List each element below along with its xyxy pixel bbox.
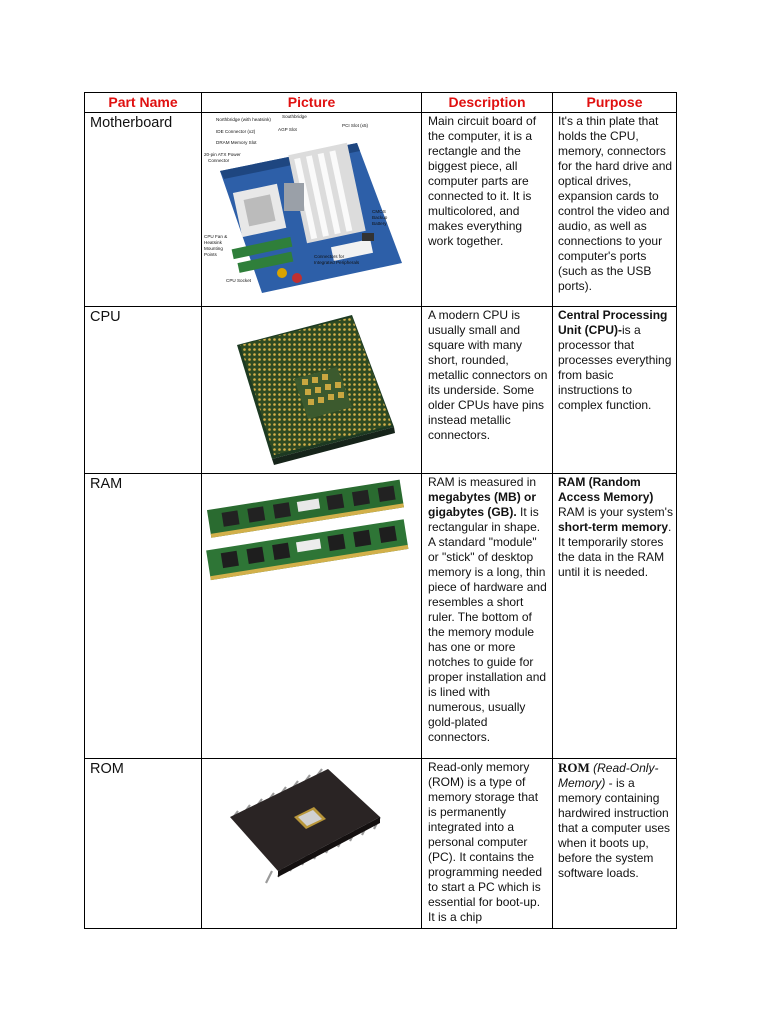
label-ide: IDE Connector (x2) (216, 129, 256, 134)
description-ram-text: It is rectangular in shape. A standard "module" or "stick" of desktop memory is a long, thin piece of hardware and resembles a short ruler. The bottom of the memory module has one or more notches to guide for proper installation and is lined with numerous, usually gold-plated connectors. (428, 505, 547, 744)
purpose-rom (553, 759, 677, 929)
part-name-cpu: CPU (85, 307, 202, 474)
label-atx-1: 20-pin ATX Power (204, 152, 241, 157)
purpose-ram-term: RAM (Random Access Memory) (558, 475, 654, 504)
picture-ram (202, 474, 422, 759)
label-dram: DRAM Memory Slot (216, 140, 257, 145)
header-part-name: Part Name (85, 93, 202, 113)
description-ram (422, 474, 553, 759)
header-picture: Picture (202, 93, 422, 113)
label-fan-1: CPU Fan & (204, 234, 228, 239)
purpose-rom-expansion: (Read-Only-Memory) (558, 761, 659, 790)
description-motherboard: Main circuit board of the computer, it is a rectangle and the biggest piece, all computer parts are connected to it. It is multicolored, and makes everything work together. (422, 113, 553, 307)
table-row (85, 113, 677, 307)
purpose-ram-text-1: RAM is your system's (558, 505, 673, 519)
purpose-ram (553, 474, 677, 759)
part-name-rom: ROM (85, 759, 202, 929)
description-cpu: A modern CPU is usually small and square with many short, rounded, metallic connectors on its underside. Some older CPUs have pins instead metallic connectors. (422, 307, 553, 474)
picture-rom (202, 759, 422, 929)
label-cmos-2: Backup (372, 215, 388, 220)
picture-cpu (202, 307, 422, 474)
computer-parts-table (84, 92, 677, 929)
label-fan-4: Points (204, 252, 217, 257)
label-southbridge: Southbridge (282, 114, 307, 119)
header-purpose: Purpose (553, 93, 677, 113)
description-ram-units: megabytes (MB) or gigabytes (GB). (428, 490, 537, 519)
purpose-cpu (553, 307, 677, 474)
motherboard-image (202, 113, 421, 306)
header-row (85, 93, 677, 113)
purpose-motherboard: It's a thin plate that holds the CPU, memory, connectors for the hard drive and optical drives, expansion cards to control the video and audio, as well as connections to your computer's ports (such as the USB ports). (553, 113, 677, 307)
purpose-cpu-term: Central Processing Unit (CPU)- (558, 308, 668, 337)
purpose-rom-term: ROM (558, 760, 590, 775)
picture-motherboard (202, 113, 422, 307)
table-row (85, 307, 677, 474)
purpose-cpu-text: is a processor that processes everything from basic instructions to complex function. (558, 323, 672, 412)
label-northbridge: Northbridge (with heatsink) (216, 117, 271, 122)
label-pci: PCI Slot (x5) (342, 123, 369, 128)
table-row (85, 474, 677, 759)
label-atx-2: Connector (208, 158, 230, 163)
header-description: Description (422, 93, 553, 113)
description-rom: Read-only memory (ROM) is a type of memory storage that is permanently integrated into a personal computer (PC). It contains the programming needed to start a PC which is essential for boot-up. It is a chip (422, 759, 553, 929)
label-conn-2: Integrated Peripherals (314, 260, 360, 265)
cpu-image (202, 307, 421, 473)
label-fan-3: Mounting (204, 246, 223, 251)
description-ram-intro: RAM is measured in (428, 475, 537, 489)
purpose-ram-text-2: . It temporarily stores the data in the RAM until it is needed. (558, 520, 672, 579)
part-name-ram: RAM (85, 474, 202, 759)
ram-image (202, 474, 421, 604)
label-agp: AGP Slot (278, 127, 297, 132)
purpose-ram-short-term: short-term memory (558, 520, 669, 534)
label-cmos-3: Battery (372, 221, 387, 226)
label-conn-1: Connectors for (314, 254, 345, 259)
label-socket: CPU Socket (226, 278, 252, 283)
label-fan-2: Heatsink (204, 240, 222, 245)
purpose-rom-text: - is a memory containing hardwired instruction that a computer uses when it boots up, before the system software loads. (558, 776, 671, 880)
rom-image (202, 759, 421, 928)
table-row (85, 759, 677, 929)
label-cmos-1: CMOS (372, 209, 386, 214)
part-name-motherboard: Motherboard (85, 113, 202, 307)
